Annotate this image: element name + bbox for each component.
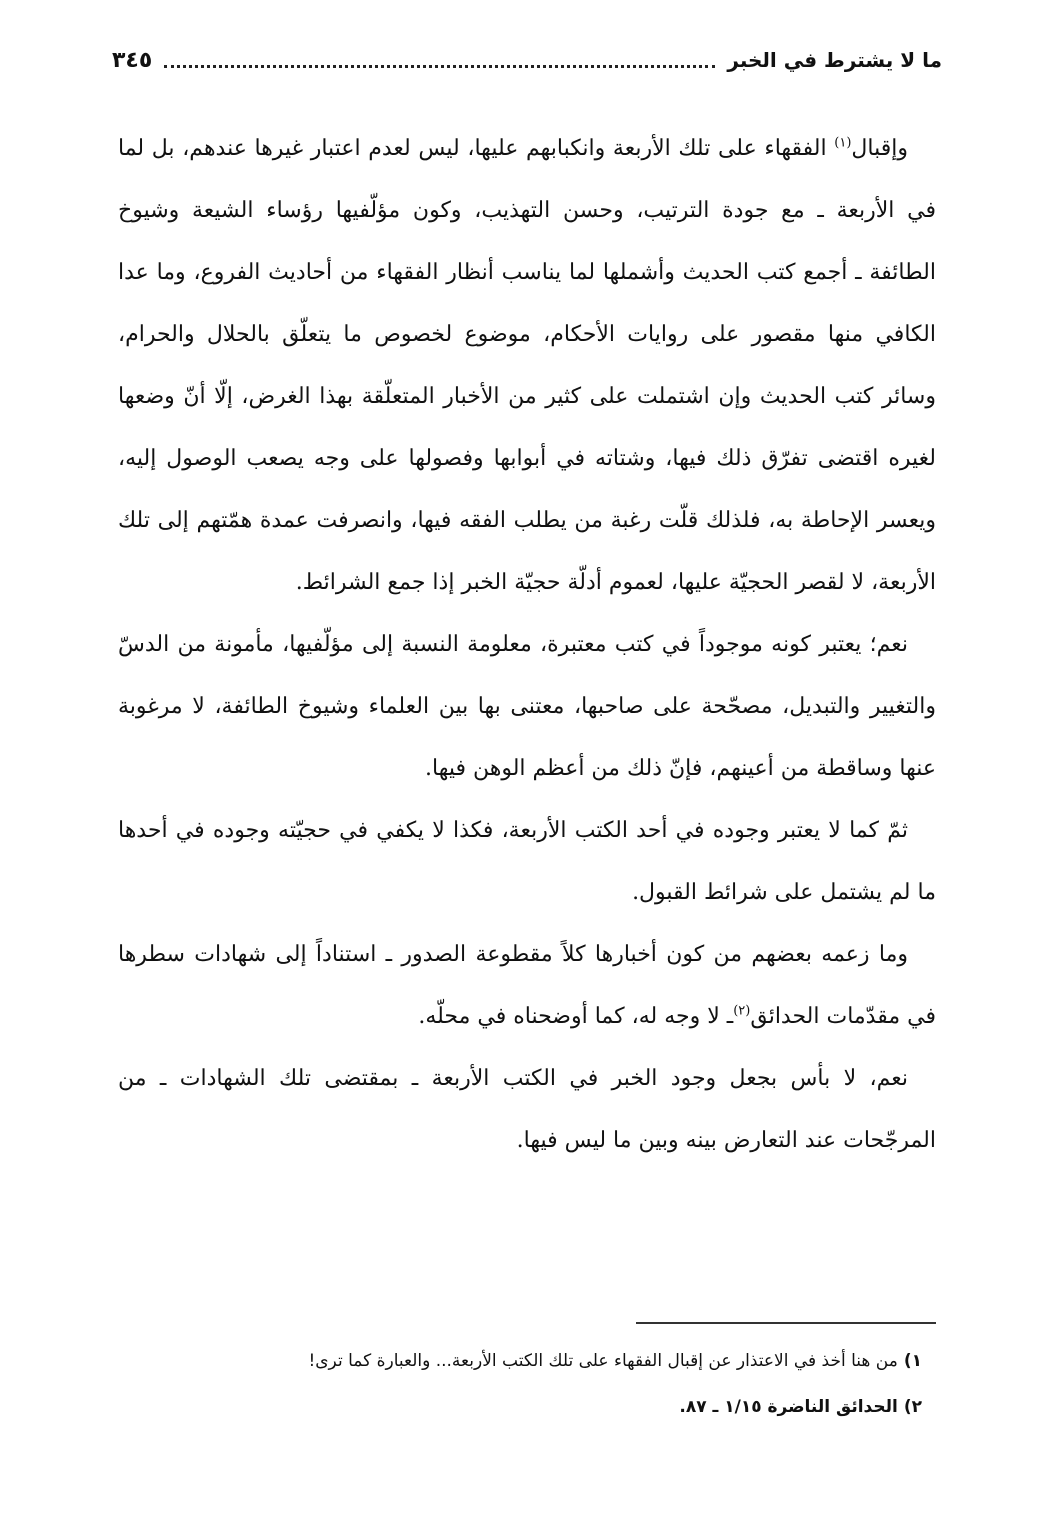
paragraph-4-start: وما زعمه بعضهم من كون أخبارها كلاً مقطوعة الصدور ـ استناداً إلى شهادات سطرها في مقدّمات الحدائق: [118, 942, 936, 1029]
leader-dots: [164, 65, 715, 68]
footnote-number: ١): [903, 1351, 922, 1371]
footnote-text: الحدائق الناضرة ١/١٥ ـ ٨٧.: [679, 1397, 898, 1417]
footnote-2: [118, 1384, 922, 1430]
footnote-number: ٢): [903, 1397, 922, 1417]
footnote-ref-2[interactable]: (٢): [733, 1003, 751, 1019]
paragraph-2: نعم؛ يعتبر كونه موجوداً في كتب معتبرة، معلومة النسبة إلى مؤلّفيها، مأمونة من الدسّ والتغيير والتبديل، مصحّحة على صاحبها، معتنى بها بين العلماء وشيوخ الطائفة، لا مرغوبة عنها وساقطة من أعينهم، فإنّ ذلك من أعظم الوهن فيها.: [118, 632, 936, 781]
paragraph-3: ثمّ كما لا يعتبر وجوده في أحد الكتب الأربعة، فكذا لا يكفي في حجيّته وجوده في أحدها ما لم يشتمل على شرائط القبول.: [118, 818, 936, 905]
footnote-separator: [636, 1322, 936, 1324]
chapter-title: ما لا يشترط في الخبر: [727, 48, 942, 72]
running-header: [112, 40, 942, 80]
footnote-ref-1[interactable]: (١): [834, 135, 852, 151]
paragraph-1-start: وإقبال: [851, 136, 908, 161]
paragraph-5: نعم، لا بأس بجعل وجود الخبر في الكتب الأربعة ـ بمقتضى تلك الشهادات ـ من المرجّحات عند التعارض بينه وبين ما ليس فيها.: [118, 1066, 936, 1153]
footnote-text: من هنا أخذ في الاعتذار عن إقبال الفقهاء على تلك الكتب الأربعة... والعبارة كما ترى!: [308, 1351, 898, 1371]
paragraph-1-rest: الفقهاء على تلك الأربعة وانكبابهم عليها، ليس لعدم اعتبار غيرها عندهم، بل لما في الأربعة ـ مع جودة الترتيب، وحسن التهذيب، وكون مؤلّفيها رؤساء الشيعة وشيوخ الطائفة ـ أجمع كتب الحديث وأشملها لما يناسب أنظار الفقهاء من أحاديث الفروع، وما عدا الكافي منها مقصور على روايات الأحكام، موضوع لخصوص ما يتعلّق بالحلال والحرام، وسائر كتب الحديث وإن اشتملت على كثير من الأخبار المتعلّقة بهذا الغرض، إلّا أنّ وضعها لغيره اقتضى تفرّق ذلك فيها، وشتاته في أبوابها وفصولها على وجه يصعب الوصول إليه، ويعسر الإحاطة به، فلذلك قلّت رغبة من يطلب الفقه فيها، وانصرفت عمدة همّتهم إلى تلك الأربعة، لا لقصر الحجيّة عليها، لعموم أدلّة حجيّة الخبر إذا جمع الشرائط.: [118, 136, 936, 595]
paragraph-4: [118, 924, 936, 1048]
footnote-1: [118, 1338, 922, 1384]
paragraph-4-rest: ـ لا وجه له، كما أوضحناه في محلّه.: [418, 1004, 734, 1029]
paragraph-1: [118, 118, 936, 614]
main-text: [118, 118, 936, 1172]
footnotes: [118, 1338, 922, 1430]
page-number: ٣٤٥: [112, 47, 153, 73]
